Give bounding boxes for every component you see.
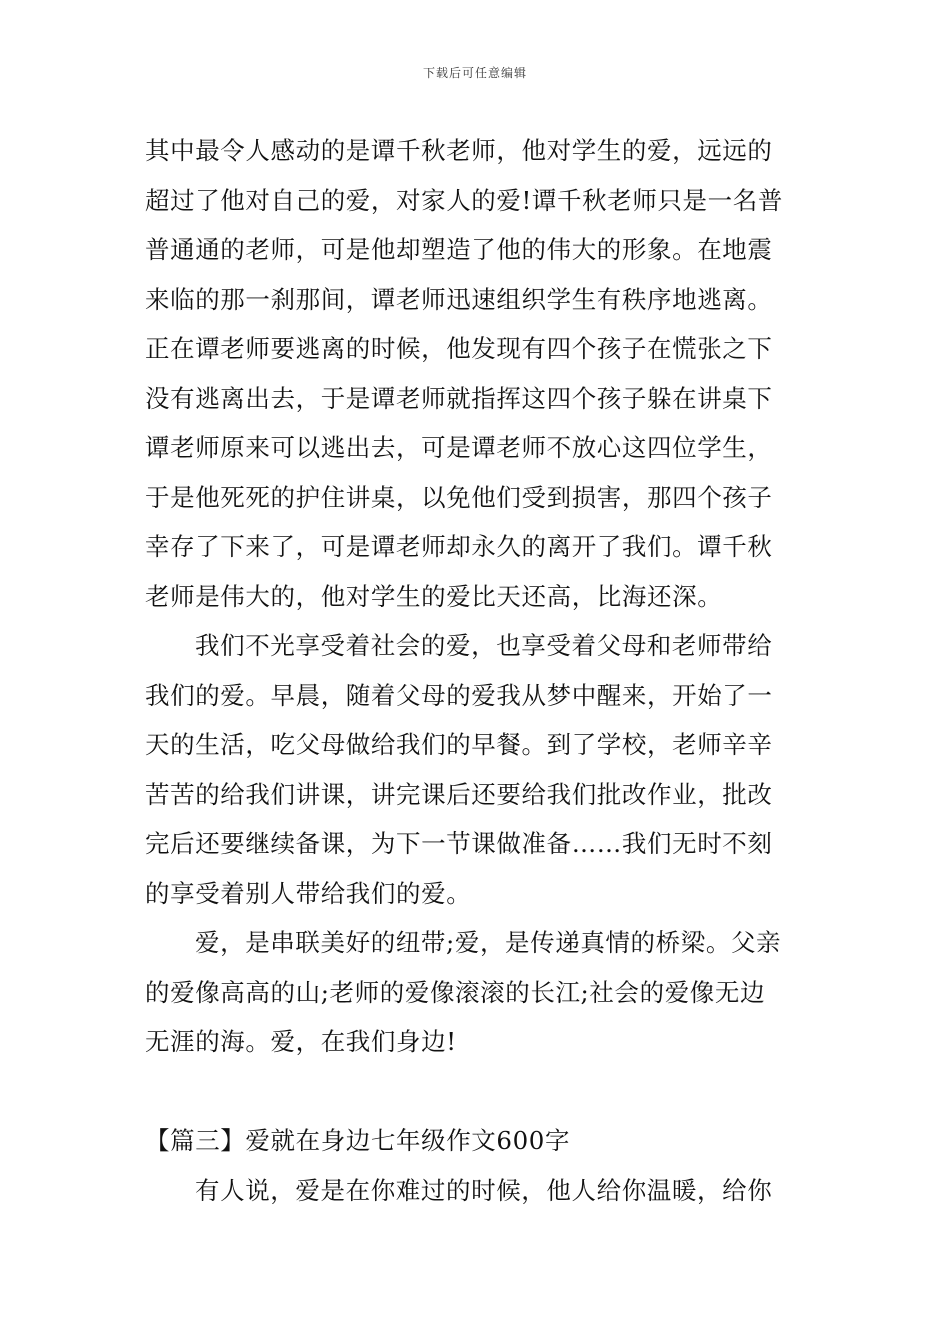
paragraph-1: [145, 126, 813, 621]
text-line: 天的生活，吃父母做给我们的早餐。到了学校，老师辛辛: [145, 730, 773, 759]
text-line: 的享受着别人带给我们的爱。: [145, 878, 472, 908]
text-line: 正在谭老师要逃离的时候，他发现有四个孩子在慌张之下: [145, 334, 773, 363]
text-line: 谭老师原来可以逃出去，可是谭老师不放心这四位学生，: [145, 433, 773, 462]
text-line: 老师是伟大的，他对学生的爱比天还高，比海还深。: [145, 581, 723, 611]
text-line: 的爱像高高的山;老师的爱像滚滚的长江;社会的爱像无边: [145, 977, 766, 1007]
text-line: 幸存了下来了，可是谭老师却永久的离开了我们。谭千秋: [145, 532, 773, 561]
text-line: 我们的爱。早晨，随着父母的爱我从梦中醒来，开始了一: [145, 680, 773, 710]
text-line: 无涯的海。爱，在我们身边!: [145, 1027, 457, 1056]
text-line: 我们不光享受着社会的爱，也享受着父母和老师带给: [195, 631, 773, 660]
page-header: 下载后可任意编辑: [422, 66, 527, 80]
document-body: [145, 126, 813, 1215]
text-line: 完后还要继续备课，为下一节课做准备……我们无时不刻: [145, 829, 773, 858]
text-line: 爱，是串联美好的纽带;爱，是传递真情的桥梁。父亲: [195, 928, 782, 957]
text-line: 超过了他对自己的爱，对家人的爱!谭千秋老师只是一名普: [145, 185, 783, 215]
section-spacer: [145, 1067, 813, 1117]
paragraph-2: [145, 621, 813, 918]
text-line: 没有逃离出去，于是谭老师就指挥这四个孩子躲在讲桌下: [145, 383, 773, 413]
text-line: 有人说，爱是在你难过的时候，他人给你温暖，给你: [195, 1175, 773, 1205]
text-line: 来临的那一刹那间，谭老师迅速组织学生有秩序地逃离。: [145, 284, 773, 314]
text-line: 苦苦的给我们讲课，讲完课后还要给我们批改作业，批改: [145, 779, 773, 809]
text-line: 其中最令人感动的是谭千秋老师，他对学生的爱，远远的: [145, 136, 773, 165]
text-line: 于是他死死的护住讲桌，以免他们受到损害，那四个孩子: [145, 482, 773, 512]
section-heading: 【篇三】爱就在身边七年级作文600字: [145, 1126, 571, 1155]
paragraph-3: [145, 918, 813, 1067]
text-line: 普通通的老师，可是他却塑造了他的伟大的形象。在地震: [145, 235, 773, 264]
